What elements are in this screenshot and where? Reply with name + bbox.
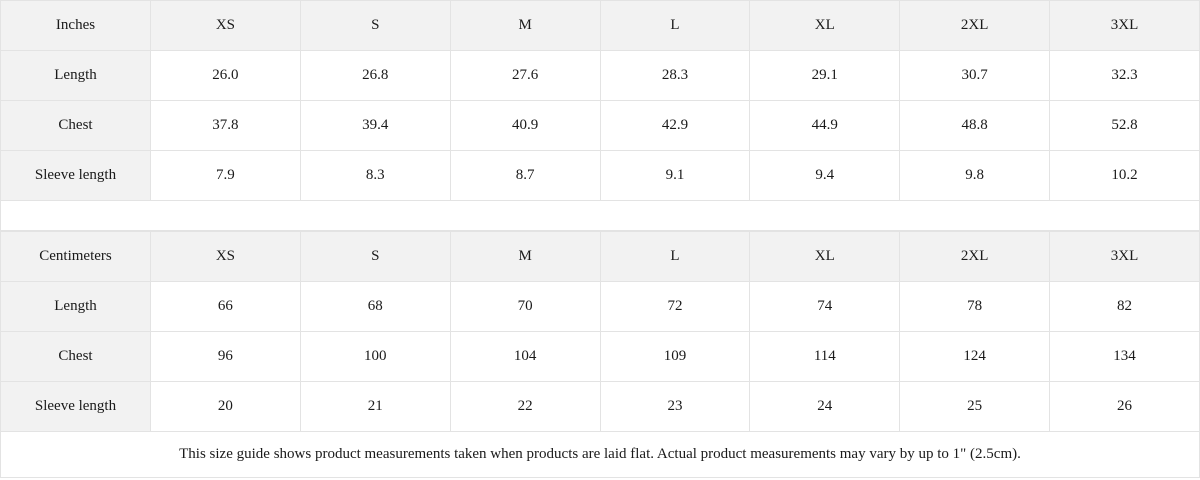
column-header-xl: XL [750,232,900,282]
table-header-row [1,232,1200,282]
cell-length-xs: 26.0 [151,51,301,101]
cell-chest-xs: 37.8 [151,101,301,151]
column-header-m: M [450,232,600,282]
cell-sleeve-xs: 20 [151,382,301,432]
table-row [1,51,1200,101]
column-header-s: S [300,1,450,51]
cell-sleeve-m: 8.7 [450,151,600,201]
unit-label-inches: Inches [1,1,151,51]
column-header-l: L [600,232,750,282]
cell-length-m: 27.6 [450,51,600,101]
row-label-chest: Chest [1,101,151,151]
cell-length-xs: 66 [151,282,301,332]
cell-sleeve-2xl: 9.8 [900,151,1050,201]
cell-sleeve-m: 22 [450,382,600,432]
cell-sleeve-3xl: 10.2 [1050,151,1200,201]
row-label-sleeve-length: Sleeve length [1,151,151,201]
table-row [1,101,1200,151]
table-header-row [1,1,1200,51]
column-header-l: L [600,1,750,51]
cell-length-xl: 74 [750,282,900,332]
cell-length-2xl: 30.7 [900,51,1050,101]
cell-length-l: 72 [600,282,750,332]
table-row [1,151,1200,201]
cell-sleeve-xl: 24 [750,382,900,432]
cell-chest-s: 100 [300,332,450,382]
column-header-2xl: 2XL [900,1,1050,51]
cell-chest-3xl: 52.8 [1050,101,1200,151]
column-header-xl: XL [750,1,900,51]
cell-length-xl: 29.1 [750,51,900,101]
table-row [1,332,1200,382]
row-label-length: Length [1,51,151,101]
cell-sleeve-3xl: 26 [1050,382,1200,432]
size-guide-footnote: This size guide shows product measurements taken when products are laid flat. Actual product measurements may vary by up to 1" (2.5cm). [0,432,1200,478]
cell-chest-2xl: 48.8 [900,101,1050,151]
cell-length-3xl: 32.3 [1050,51,1200,101]
cell-sleeve-2xl: 25 [900,382,1050,432]
column-header-2xl: 2XL [900,232,1050,282]
column-header-3xl: 3XL [1050,232,1200,282]
cell-sleeve-xs: 7.9 [151,151,301,201]
cell-length-2xl: 78 [900,282,1050,332]
column-header-m: M [450,1,600,51]
unit-label-centimeters: Centimeters [1,232,151,282]
cell-chest-s: 39.4 [300,101,450,151]
cell-length-s: 68 [300,282,450,332]
cell-length-l: 28.3 [600,51,750,101]
cell-chest-l: 109 [600,332,750,382]
row-label-sleeve-length: Sleeve length [1,382,151,432]
cell-chest-m: 104 [450,332,600,382]
cell-chest-l: 42.9 [600,101,750,151]
cell-chest-3xl: 134 [1050,332,1200,382]
cell-sleeve-xl: 9.4 [750,151,900,201]
cell-sleeve-l: 9.1 [600,151,750,201]
row-label-chest: Chest [1,332,151,382]
table-separator [0,201,1200,231]
table-row [1,282,1200,332]
cell-sleeve-s: 21 [300,382,450,432]
cell-length-3xl: 82 [1050,282,1200,332]
cell-chest-2xl: 124 [900,332,1050,382]
cell-sleeve-s: 8.3 [300,151,450,201]
size-table-inches [0,0,1200,201]
cell-sleeve-l: 23 [600,382,750,432]
size-table-centimeters [0,231,1200,432]
column-header-s: S [300,232,450,282]
column-header-xs: XS [151,1,301,51]
cell-length-m: 70 [450,282,600,332]
cell-chest-xs: 96 [151,332,301,382]
cell-chest-xl: 44.9 [750,101,900,151]
cell-chest-xl: 114 [750,332,900,382]
cell-chest-m: 40.9 [450,101,600,151]
table-row [1,382,1200,432]
column-header-xs: XS [151,232,301,282]
column-header-3xl: 3XL [1050,1,1200,51]
cell-length-s: 26.8 [300,51,450,101]
row-label-length: Length [1,282,151,332]
